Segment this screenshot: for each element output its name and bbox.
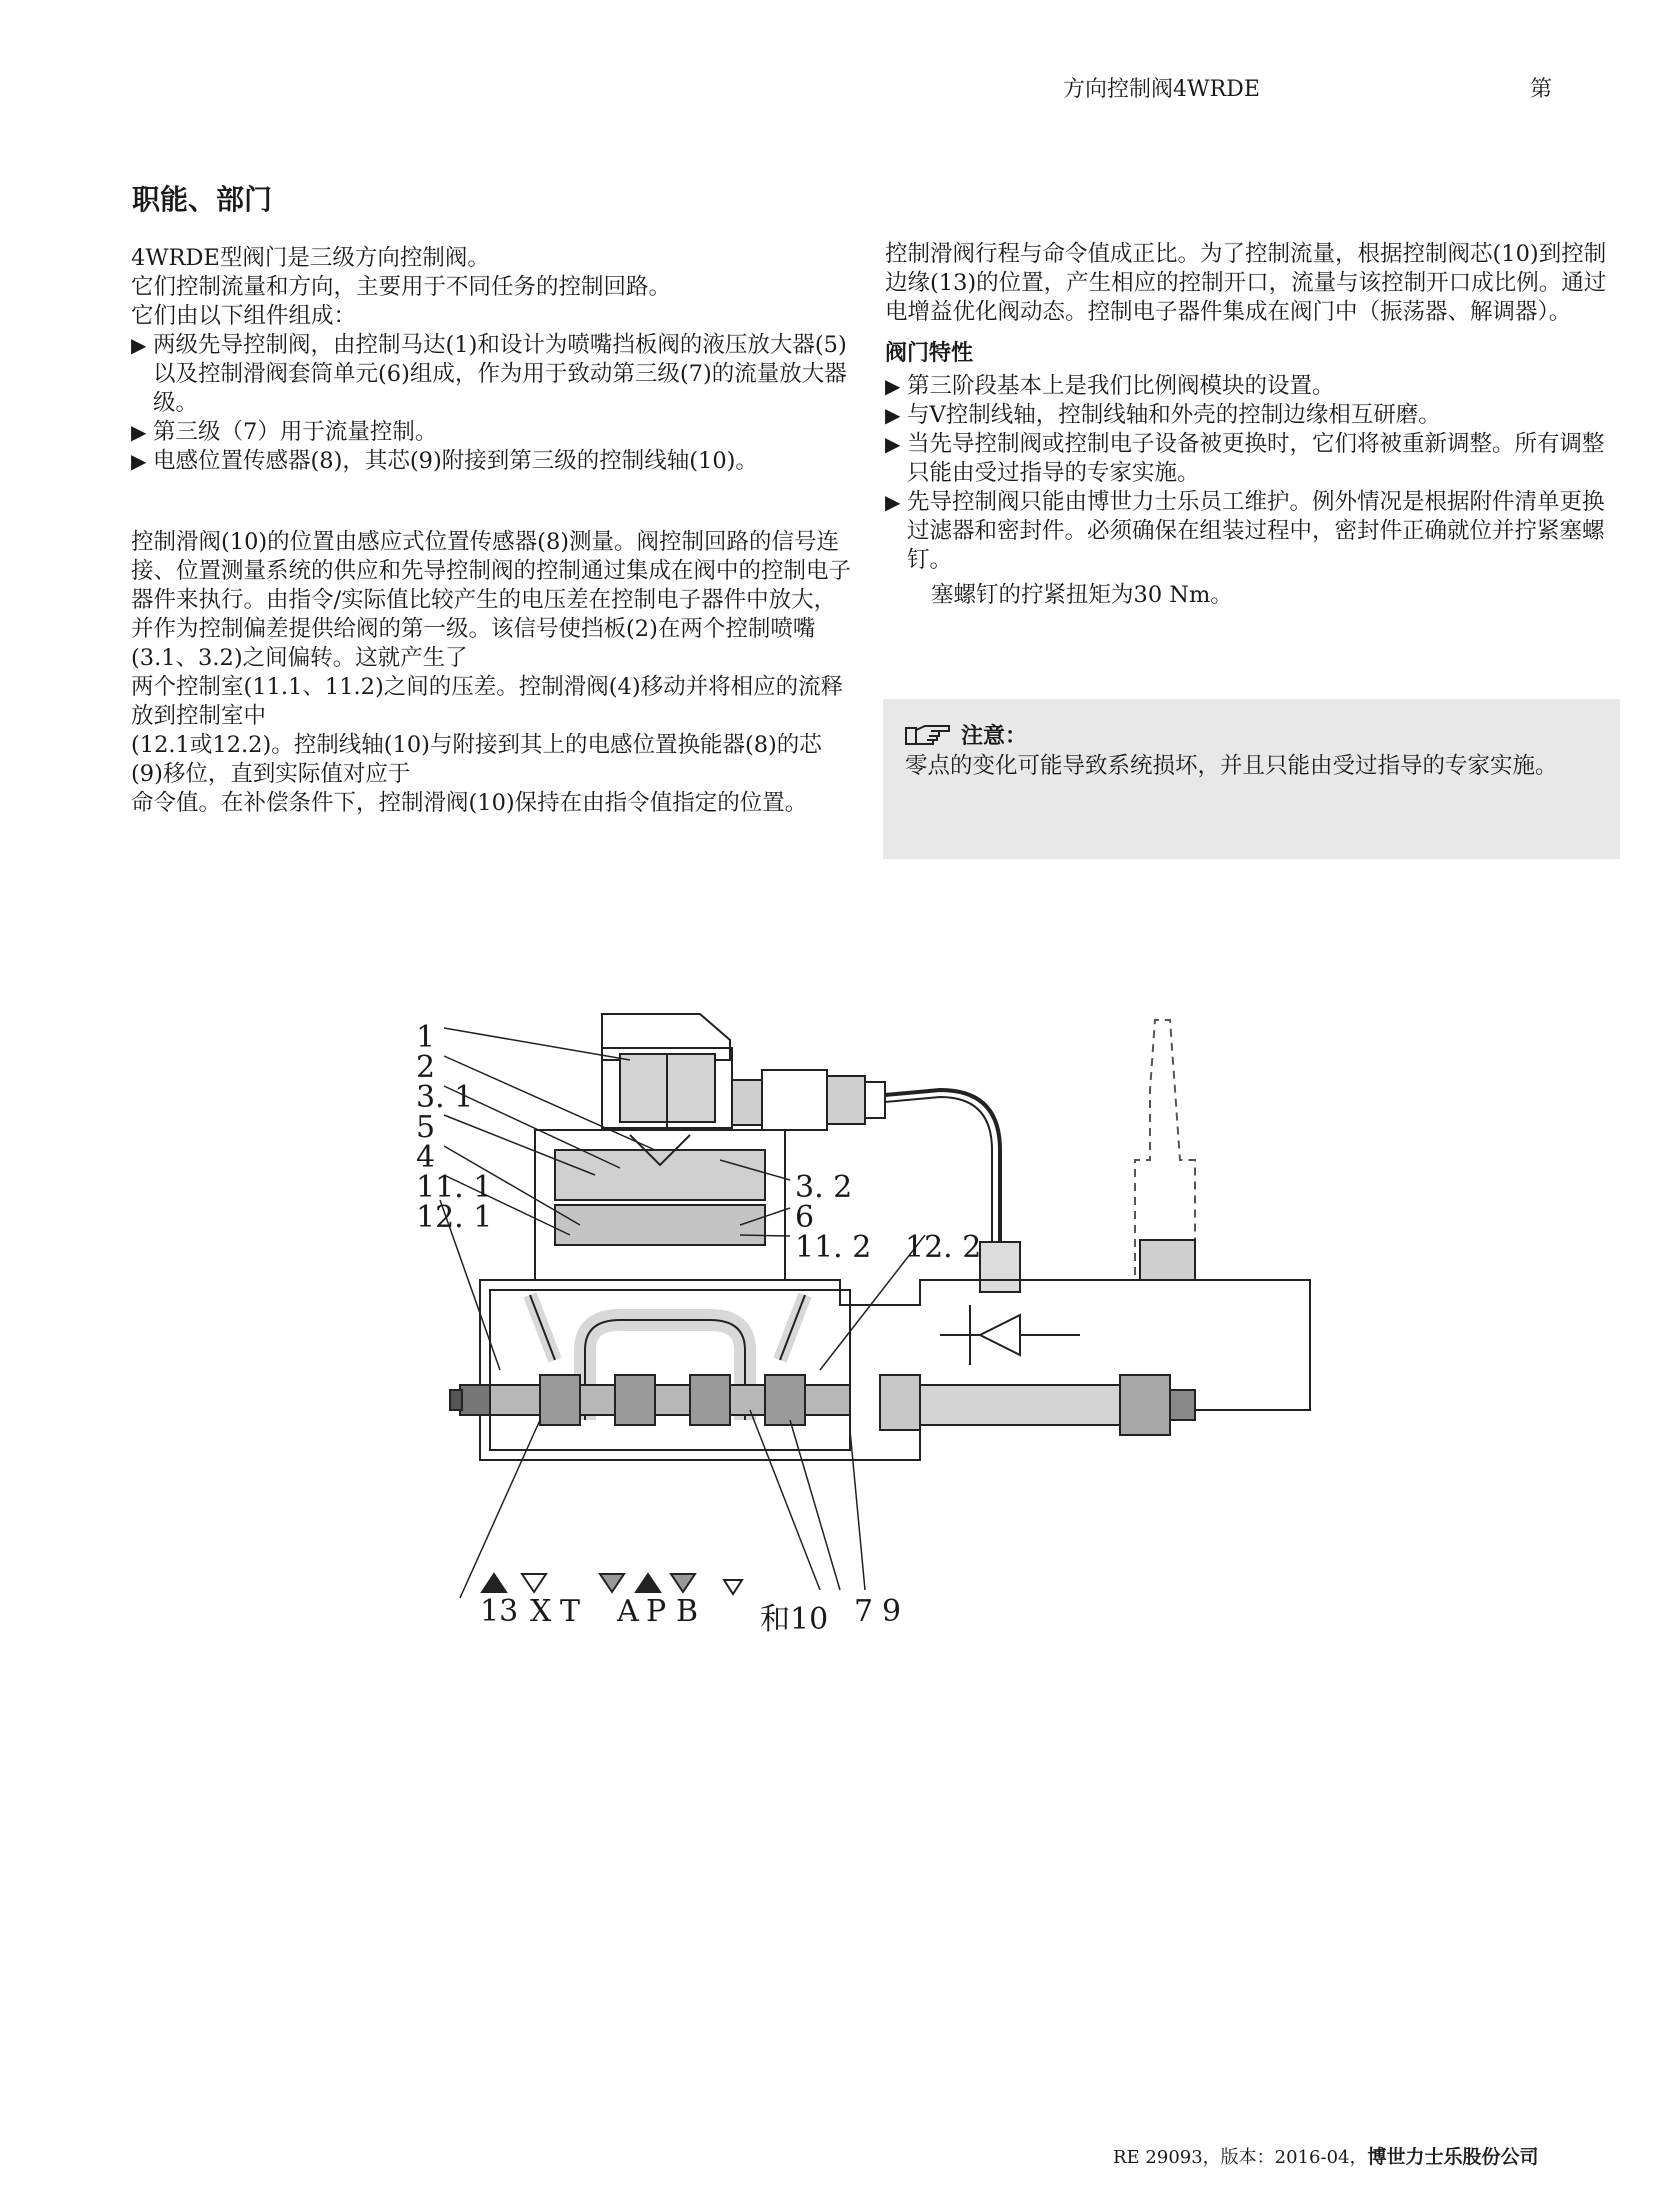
valve-cross-section-figure	[380, 990, 1340, 1637]
figure-label: P	[646, 1594, 667, 1629]
figure-label: 7	[854, 1594, 874, 1629]
notice-box	[883, 699, 1620, 859]
figure-label: 2	[416, 1050, 436, 1085]
list-item: ▶ 第三阶段基本上是我们比例阀模块的设置。	[885, 373, 1335, 399]
header-title: 方向控制阀4WRDE	[1063, 77, 1260, 102]
figure-label: 12. 2	[905, 1230, 982, 1265]
figure-label: T	[560, 1594, 581, 1629]
intro-line-2: 它们控制流量和方向，主要用于不同任务的控制回路。	[131, 274, 672, 300]
figure-label: 13	[480, 1594, 519, 1629]
footer-reference: RE 29093，版本：2016-04，	[1113, 2147, 1368, 2168]
figure-label: 6	[795, 1200, 815, 1235]
footer-company: 博世力士乐股份公司	[1367, 2146, 1539, 2168]
list-item: ▶ 两级先导控制阀，由控制马达(1)和设计为喷嘴挡板阀的液压放大器(5)以及控制滑阀套筒单元(6)组成，作为用于致动第三级(7)的流量放大器级。	[131, 332, 847, 416]
paragraph: 控制滑阀行程与命令值成正比。为了控制流量，根据控制阀芯(10)到控制边缘(13)的位置，产生相应的控制开口，流量与该控制开口成比例。通过电增益优化阀动态。控制电子器件集成在阀门中（振荡器、解调器）。	[885, 241, 1607, 325]
figure-label: 4	[416, 1140, 436, 1175]
page-footer	[1113, 2142, 1539, 2169]
bullet-arrow-icon: ▶	[131, 420, 147, 444]
figure-label: 5	[416, 1110, 436, 1145]
section-title: 职能、部门	[132, 183, 273, 216]
bullet-arrow-icon: ▶	[131, 333, 147, 357]
figure-label: 12. 1	[416, 1200, 493, 1235]
bullet-arrow-icon: ▶	[885, 432, 901, 456]
list-item: ▶ 电感位置传感器(8)，其芯(9)附接到第三级的控制线轴(10)。	[131, 448, 758, 474]
figure-label: X	[530, 1594, 552, 1629]
figure-label: 3. 1	[416, 1080, 474, 1115]
figure-label: B	[676, 1594, 699, 1629]
paragraph: 命令值。在补偿条件下，控制滑阀(10)保持在由指令值指定的位置。	[131, 790, 808, 816]
figure-label: A	[617, 1594, 639, 1629]
bullet-arrow-icon: ▶	[885, 374, 901, 398]
figure-label: 9	[882, 1594, 902, 1629]
figure-label: 11. 2	[795, 1230, 872, 1265]
figure-label: 3. 2	[795, 1170, 853, 1205]
left-column	[131, 244, 851, 818]
figure-label: 1	[416, 1020, 436, 1055]
intro-line-1: 4WRDE型阀门是三级方向控制阀。	[131, 245, 490, 271]
valve-drawing	[380, 990, 1340, 1630]
list-item: ▶ 先导控制阀只能由博世力士乐员工维护。例外情况是根据附件清单更换过滤器和密封件。必须确保在组装过程中，密封件正确就位并拧紧塞螺钉。	[885, 489, 1605, 573]
figure-label: 11. 1	[416, 1170, 493, 1205]
figure-label: 和10	[760, 1602, 829, 1637]
paragraph: 控制滑阀(10)的位置由感应式位置传感器(8)测量。阀控制回路的信号连接、位置测量系统的供应和先导控制阀的控制通过集成在阀中的控制电子器件来执行。由指令/实际值比较产生的电压差在控制电子器件中放大，并作为控制偏差提供给阀的第一级。该信号使挡板(2)在两个控制喷嘴(3.1、3.2)之间偏转。这就产生了	[131, 529, 852, 671]
bullet-arrow-icon: ▶	[131, 449, 147, 473]
bullet-arrow-icon: ▶	[885, 490, 901, 514]
right-column	[885, 240, 1625, 610]
list-item: ▶ 当先导控制阀或控制电子设备被更换时，它们将被重新调整。所有调整只能由受过指导的专家实施。	[885, 431, 1605, 486]
list-item: ▶ 与V控制线轴，控制线轴和外壳的控制边缘相互研磨。	[885, 402, 1441, 428]
intro-line-3: 它们由以下组件组成：	[131, 303, 357, 329]
bullet-arrow-icon: ▶	[885, 403, 901, 427]
subsection-title: 阀门特性	[885, 341, 974, 366]
paragraph: (12.1或12.2)。控制线轴(10)与附接到其上的电感位置换能器(8)的芯(9)移位，直到实际值对应于	[131, 732, 822, 787]
pointing-hand-icon	[905, 722, 951, 748]
notice-title: 注意：	[905, 719, 1027, 750]
torque-note: 塞螺钉的拧紧扭矩为30 Nm。	[931, 582, 1233, 608]
notice-body: 零点的变化可能导致系统损坏，并且只能由受过指导的专家实施。	[905, 753, 1558, 779]
list-item: ▶ 第三级（7）用于流量控制。	[131, 419, 438, 445]
paragraph: 两个控制室(11.1、11.2)之间的压差。控制滑阀(4)移动并将相应的流释放到控制室中	[131, 674, 844, 729]
header-page: 第	[1530, 77, 1553, 102]
